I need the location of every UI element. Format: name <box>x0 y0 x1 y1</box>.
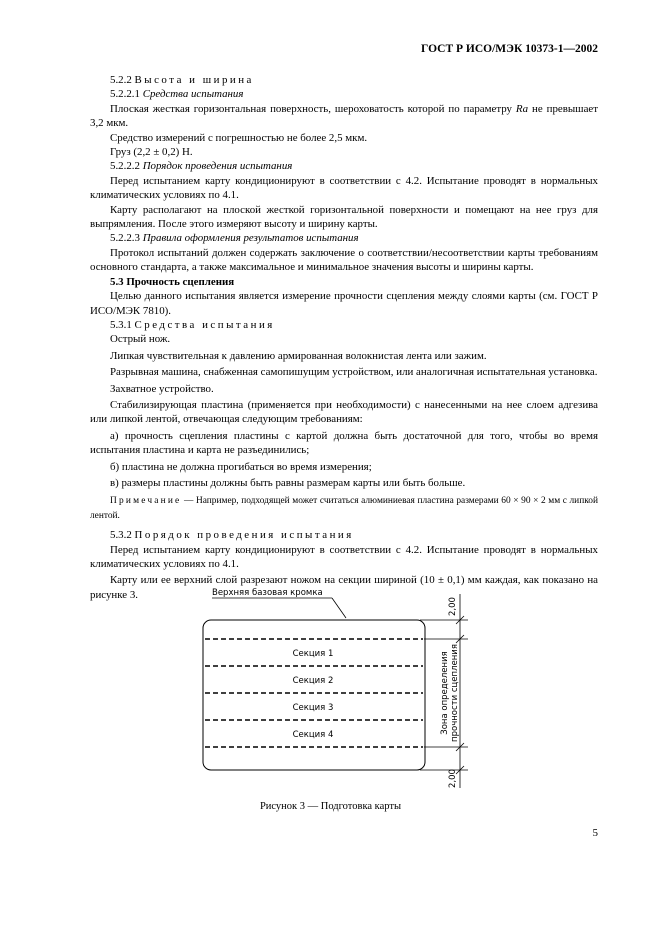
section-1-label: Секция 1 <box>292 649 334 659</box>
section-2-label: Секция 2 <box>292 676 334 686</box>
clause-5-2-2-1: 5.2.2.1 Средства испытания <box>110 88 244 101</box>
clause-5-2-2-2: 5.2.2.2 Порядок проведения испытания <box>110 160 293 173</box>
paragraph-report: Протокол испытаний должен содержать заключение о соответствии/несоответствии карты требованиям основного стандарта, а также максимальное и минимальное значения высоты и ширины карты. <box>90 246 598 274</box>
paragraph-surface: Плоская жесткая горизонтальная поверхность, шероховатость которой по параметру Ra не превышает 3,2 мкм. <box>90 102 598 130</box>
clause-5-3-2: 5.3.2 Порядок проведения испытания <box>110 529 354 542</box>
paragraph-cutting: Карту или ее верхний слой разрезают ножом на секции шириной (10 ± 0,1) мм каждая, как показано на рисунке 3. <box>90 574 598 601</box>
clause-5-3-heading: 5.3 Прочность сцепления <box>110 275 235 288</box>
paragraph-knife: Острый нож. <box>110 333 171 346</box>
document-body <box>90 73 598 602</box>
paragraph-purpose: Целью данного испытания является измерение прочности сцепления между слоями карты (см. ГОСТ Р ИСО/МЭК 7810). <box>90 290 598 317</box>
clause-5-2-2: 5.2.2 Высота и ширина <box>110 74 254 86</box>
paragraph-weight: Груз (2,2 ± 0,2) Н. <box>110 146 193 159</box>
figure-caption: Рисунок 3 — Подготовка карты <box>259 801 402 812</box>
dimension-bottom-value: 2,00 <box>448 769 458 788</box>
clause-5-2-2-3: 5.2.2.3 Правила оформления результатов испытания <box>110 232 359 245</box>
paragraph-conditioning-1: Перед испытанием карту кондиционируют в соответствии с 4.2. Испытание проводят в нормальных климатических условиях по 4.1. <box>90 174 598 202</box>
paragraph-plate: Стабилизирующая пластина (применяется при необходимости) с нанесенными на нее слоем адгезива или липкой лентой, отвечающая следующим требованиям: <box>90 398 598 426</box>
paragraph-conditioning-2: Перед испытанием карту кондиционируют в соответствии с 4.2. Испытание проводят в нормальных климатических условиях по 4.1. <box>90 543 598 570</box>
zone-label-line1: Зона определения <box>440 651 450 735</box>
dimension-top-value: 2,00 <box>448 597 458 616</box>
list-item-b: б) пластина не должна прогибаться во время измерения; <box>110 460 372 473</box>
list-item-a: а) прочность сцепления пластины с картой должна быть достаточной для того, чтобы во время испытания пластина и карта не разъединились; <box>90 429 598 457</box>
clause-5-3-1: 5.3.1 Средства испытания <box>110 318 275 331</box>
paragraph-tensile-machine: Разрывная машина, снабженная самопишущим устройством, или аналогичная испытательная установка. <box>110 366 598 379</box>
zone-label-line2: прочности сцепления <box>450 644 460 742</box>
figure-card-preparation <box>200 582 480 792</box>
leader-line <box>332 598 346 618</box>
section-3-label: Секция 3 <box>292 703 334 713</box>
top-edge-label: Верхняя базовая кромка <box>212 588 323 598</box>
paragraph-tape: Липкая чувствительная к давлению армированная волокнистая лента или зажим. <box>110 349 487 362</box>
page-number: 5 <box>592 827 598 839</box>
paragraph-measuring-tool: Средство измерений с погрешностью не более 2,5 мкм. <box>110 131 368 144</box>
paragraph-placement: Карту располагают на плоской жесткой горизонтальной поверхности и помещают на нее груз для выпрямления. После этого измеряют высоту и ширину карты. <box>90 203 598 231</box>
paragraph-grip: Захватное устройство. <box>110 382 214 395</box>
card-diagram <box>200 582 480 792</box>
section-4-label: Секция 4 <box>292 730 334 740</box>
document-header: ГОСТ Р ИСО/МЭК 10373-1—2002 <box>421 43 598 55</box>
note: Примечание — Например, подходящей может считаться алюминиевая пластина размерами 60 × 90 × 2 мм с липкой лентой. <box>90 496 598 521</box>
list-item-v: в) размеры пластины должны быть равны размерам карты или быть больше. <box>110 476 466 489</box>
